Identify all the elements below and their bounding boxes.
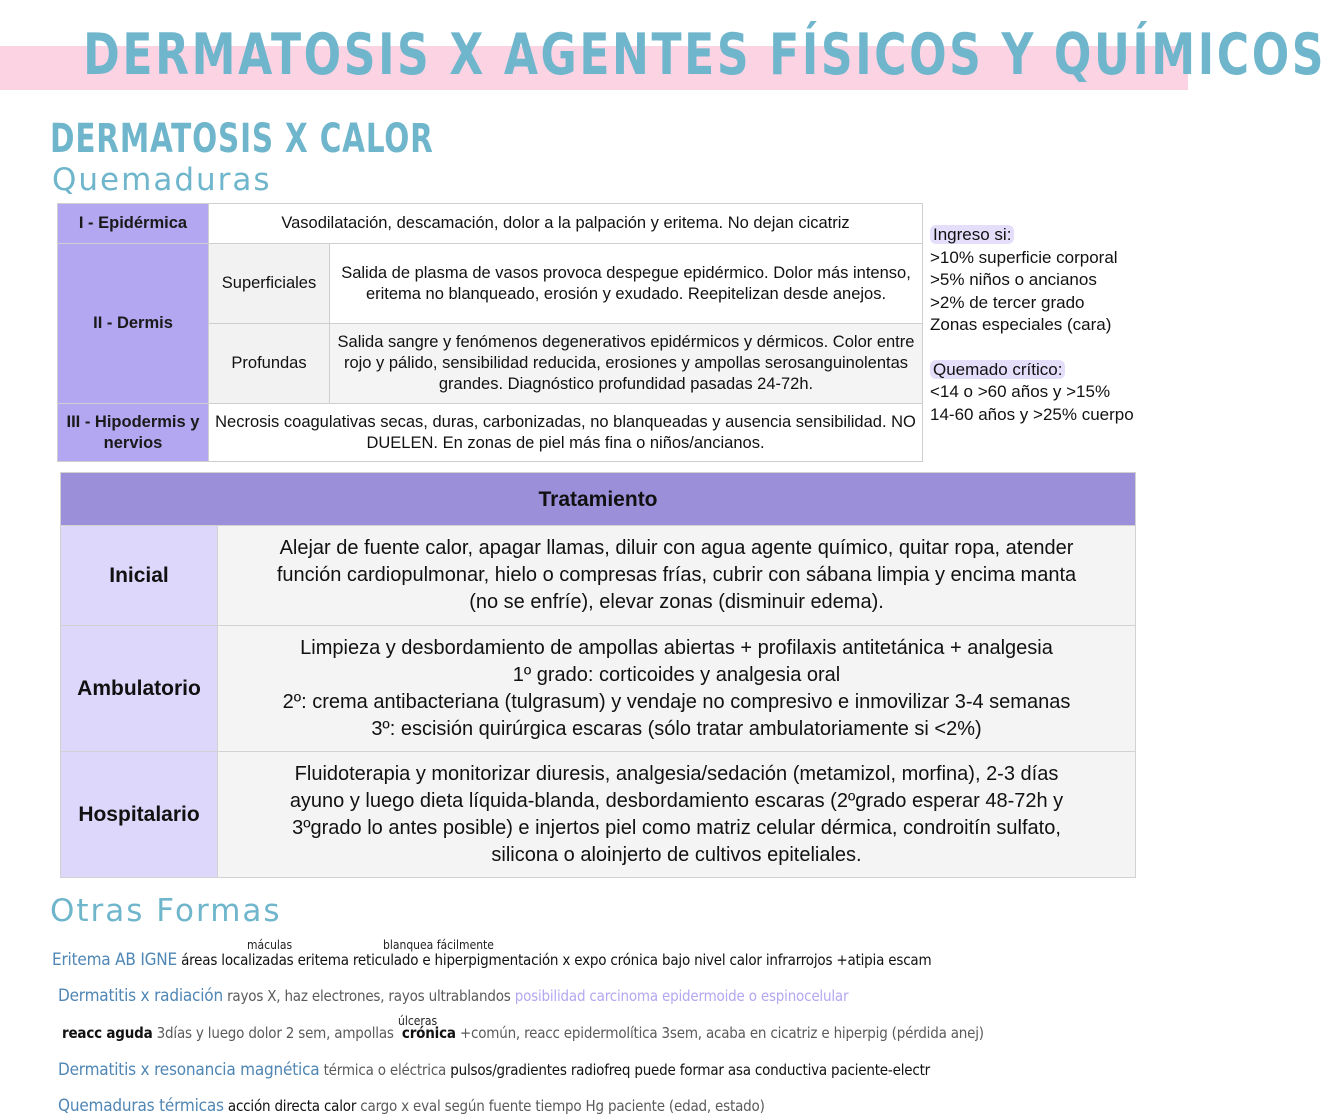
page-title: DERMATOSIS X AGENTES FÍSICOS Y QUÍMICOS (83, 22, 1326, 88)
treatment-table (60, 472, 1136, 878)
note-text: pulsos/gradientes radiofreq puede formar asa conductiva paciente-electr (450, 1061, 931, 1079)
treatment-phase-label: Ambulatorio (61, 626, 218, 752)
burn-grade-label: II - Dermis (58, 244, 209, 404)
note-text: e hiperpigmentación (422, 951, 559, 969)
table-header-row (61, 473, 1136, 526)
text-line: 1º grado: corticoides y analgesia oral (512, 663, 841, 686)
annotation-superscript: máculas (247, 938, 293, 952)
table-row (61, 752, 1136, 878)
ingreso-title: Ingreso si: (930, 225, 1014, 244)
treatment-phase-description (218, 526, 1136, 626)
treatment-phase-label: Hospitalario (61, 752, 218, 878)
term-name: Eritema AB IGNE (52, 950, 177, 970)
note-text: 3días y luego dolor 2 sem, ampollas (156, 1024, 394, 1042)
note-line-eritema (52, 950, 931, 970)
critico-title: Quemado crítico: (930, 360, 1065, 379)
note-line: >2% de tercer grado (930, 292, 1085, 312)
table-row (61, 526, 1136, 626)
table-row (61, 626, 1136, 752)
note-text: rayos X, haz electrones, rayos ultrablandos (227, 987, 511, 1005)
text-line: (no se enfríe), elevar zonas (disminuir edema). (469, 591, 884, 613)
note-text: crónica (401, 1024, 456, 1042)
text-line: silicona o aloinjerto de cultivos epiteliales. (491, 843, 862, 866)
table-row (58, 404, 923, 462)
note-line: <14 o >60 años y >15% (930, 382, 1111, 401)
text-line: función cardiopulmonar, hielo o compresas frías, cubrir con sábana limpia y encima manta (276, 564, 1077, 586)
note-line: 14-60 años y >25% cuerpo (930, 404, 1134, 424)
treatment-phase-description (218, 752, 1136, 878)
term-name: Quemaduras térmicas (58, 1096, 224, 1116)
note-line-radiacion (58, 986, 848, 1006)
section-title: DERMATOSIS X CALOR (50, 116, 434, 162)
annotation-superscript: úlceras (398, 1014, 438, 1028)
note-text: reacc aguda (62, 1024, 153, 1042)
section-subtitle: Quemaduras (52, 162, 272, 198)
text-line: Alejar de fuente calor, apagar llamas, diluir con agua agente químico, quitar ropa, atender (279, 537, 1074, 559)
table-row (58, 244, 923, 324)
note-text: áreas localizadas (181, 951, 294, 969)
other-forms-title: Otras Formas (50, 893, 282, 929)
annotation-superscript: blanquea fácilmente (383, 938, 494, 952)
text-line: ayuno y luego dieta líquida-blanda, desbordamiento escaras (2ºgrado esperar 48-72h y (289, 789, 1064, 812)
note-text: térmica o eléctrica (323, 1061, 447, 1079)
note-text: acción directa calor (227, 1097, 357, 1115)
note-line-resonancia (58, 1060, 930, 1080)
note-line: Zonas especiales (cara) (930, 315, 1112, 334)
text-line: Fluidoterapia y monitorizar diuresis, analgesia/sedación (metamizol, morfina), 2-3 días (294, 762, 1059, 785)
note-line: >10% superficie corporal (930, 247, 1118, 267)
text-line: 3ºgrado lo antes posible) e injertos piel como matriz celular dérmica, condroitín sulfato, (292, 816, 1061, 839)
term-name: Dermatitis x radiación (58, 986, 223, 1006)
table-row (58, 204, 923, 244)
note-line: >5% niños o ancianos (930, 270, 1097, 289)
burn-grade-label: III - Hipodermis y nervios (58, 404, 209, 462)
note-text: posibilidad carcinoma epidermoide o espinocelular (514, 987, 849, 1005)
burn-grade-description: Vasodilatación, descamación, dolor a la palpación y eritema. No dejan cicatriz (209, 204, 923, 244)
text-line: 2º: crema antibacteriana (tulgrasum) y vendaje no compresivo e inmovilizar 3-4 semanas (282, 690, 1071, 713)
treatment-header: Tratamiento (61, 473, 1136, 526)
note-line-termicas (58, 1096, 765, 1116)
term-name: Dermatitis x resonancia magnética (58, 1060, 320, 1080)
burn-subtype-description: Salida sangre y fenómenos degenerativos epidérmicos y dérmicos. Color entre rojo y pálido, sensibilidad reducida, erosiones y ampollas serosanguinolentas grandes. Diagnóstico profundidad pasadas 24-72h. (330, 324, 923, 404)
burn-grade-label: I - Epidérmica (58, 204, 209, 244)
burn-grade-description: Necrosis coagulativas secas, duras, carbonizadas, no blanqueadas y ausencia sensibilidad. NO DUELEN. En zonas de piel más fina o niños/ancianos. (209, 404, 923, 462)
text-line: 3º: escisión quirúrgica escaras (sólo tratar ambulatoriamente si <2%) (371, 717, 982, 740)
burns-table (57, 203, 923, 462)
admission-notes (930, 224, 1134, 426)
note-text: cargo x eval según fuente tiempo Hg paciente (edad, estado) (360, 1097, 765, 1115)
burn-subtype-label: Profundas (209, 324, 330, 404)
text-line: Limpieza y desbordamiento de ampollas abiertas + profilaxis antitetánica + analgesia (300, 636, 1053, 659)
note-text: x expo crónica bajo nivel calor infrarrojos +atipia escam (562, 951, 932, 969)
treatment-phase-label: Inicial (61, 526, 218, 626)
note-text: +común, reacc epidermolítica 3sem, acaba en cicatriz e hiperpig (pérdida anej) (459, 1024, 984, 1042)
note-text: eritema reticulado (297, 951, 419, 969)
burn-subtype-description: Salida de plasma de vasos provoca despegue epidérmico. Dolor más intenso, eritema no blanqueado, erosión y exudado. Reepitelizan desde anejos. (330, 244, 923, 324)
note-line-radiacion-detalle (62, 1024, 984, 1042)
burn-subtype-label: Superficiales (209, 244, 330, 324)
treatment-phase-description (218, 626, 1136, 752)
